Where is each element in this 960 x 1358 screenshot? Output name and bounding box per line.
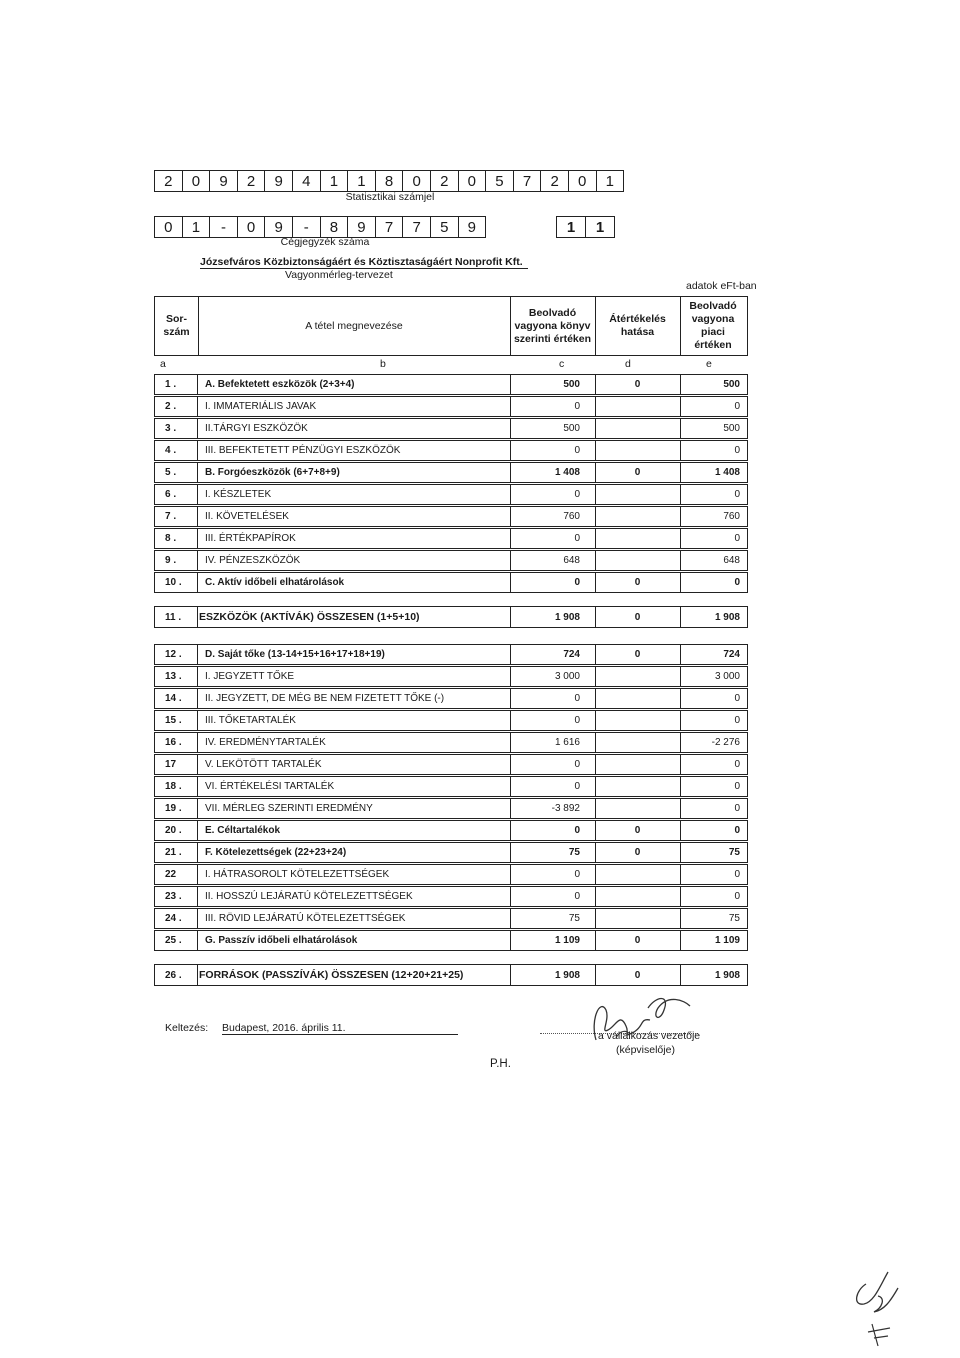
- row-number: 17: [155, 755, 198, 774]
- letter-d: d: [625, 358, 631, 370]
- book-value-cell: 0: [574, 825, 580, 836]
- row-label: IV. PÉNZESZKÖZÖK: [205, 555, 301, 566]
- revaluation-cell: 0: [634, 379, 641, 390]
- table-row: [154, 644, 748, 665]
- row-number: 6 .: [155, 485, 198, 504]
- market-value-cell: 0: [734, 759, 740, 770]
- table-row: [154, 710, 748, 731]
- date-value: Budapest, 2016. április 11.: [222, 1022, 458, 1035]
- statistical-code-digit-box: 8: [376, 170, 404, 192]
- header-serial: Sor- szám: [155, 297, 199, 355]
- book-value-cell: 0: [574, 693, 580, 704]
- registry-digit-box: 9: [459, 216, 487, 238]
- book-value-cell: 760: [563, 511, 580, 522]
- row-number: 13 .: [155, 667, 198, 686]
- statistical-code-digit-box: 0: [183, 170, 211, 192]
- row-number: 2 .: [155, 397, 198, 416]
- book-value-cell: 75: [568, 913, 580, 924]
- market-value-cell: 648: [723, 555, 740, 566]
- market-value-cell: 75: [728, 847, 740, 858]
- statistical-code-boxes: [154, 170, 624, 192]
- book-value-cell: -3 892: [551, 803, 580, 814]
- row-label: C. Aktív időbeli elhatárolások: [205, 577, 345, 588]
- row-label: I. IMMATERIÁLIS JAVAK: [205, 401, 317, 412]
- company-name: Józsefváros Közbiztonságáért és Köztisztaságáért Nonprofit Kft.: [200, 256, 528, 269]
- statistical-code-digit-box: 1: [597, 170, 625, 192]
- statistical-code-digit-box: 9: [210, 170, 238, 192]
- row-label: II.TÁRGYI ESZKÖZÖK: [205, 423, 308, 434]
- table-row: [154, 820, 748, 841]
- row-number: 1 .: [155, 375, 198, 394]
- table-row: [154, 606, 748, 628]
- revaluation-cell: 0: [634, 969, 641, 981]
- letter-c: c: [559, 358, 565, 370]
- revaluation-cell: [595, 529, 680, 548]
- table-row: [154, 798, 748, 819]
- row-number: 16 .: [155, 733, 198, 752]
- row-number: 24 .: [155, 909, 198, 928]
- table-row: [154, 418, 748, 439]
- row-label: IV. EREDMÉNYTARTALÉK: [205, 737, 326, 748]
- company-registry-label: Cégjegyzék száma: [280, 236, 370, 248]
- table-row: [154, 528, 748, 549]
- book-value-cell: 0: [574, 489, 580, 500]
- row-number: 21 .: [155, 843, 198, 862]
- revaluation-cell: 0: [634, 611, 641, 623]
- row-label: VII. MÉRLEG SZERINTI EREDMÉNY: [205, 803, 373, 814]
- table-row: [154, 440, 748, 461]
- revaluation-cell: 0: [634, 649, 641, 660]
- revaluation-cell: [595, 397, 680, 416]
- revaluation-cell: [595, 865, 680, 884]
- registry-digit-box: 5: [431, 216, 459, 238]
- revaluation-cell: [595, 441, 680, 460]
- extra-digit-box: 1: [586, 216, 615, 238]
- market-value-cell: 0: [734, 577, 740, 588]
- book-value-cell: 0: [574, 401, 580, 412]
- extra-code-boxes: [556, 216, 615, 238]
- handwritten-initials: [838, 1262, 918, 1350]
- row-number: 23 .: [155, 887, 198, 906]
- registry-digit-box: 1: [183, 216, 211, 238]
- market-value-cell: 0: [734, 489, 740, 500]
- row-number: 9 .: [155, 551, 198, 570]
- revaluation-cell: 0: [634, 577, 641, 588]
- table-row: [154, 396, 748, 417]
- book-value-cell: 500: [563, 423, 580, 434]
- revaluation-cell: [595, 733, 680, 752]
- table-row: [154, 732, 748, 753]
- unit-note: adatok eFt-ban: [686, 280, 757, 292]
- table-row: [154, 550, 748, 571]
- revaluation-cell: [595, 777, 680, 796]
- stamp-label: P.H.: [490, 1058, 511, 1070]
- date-label: Keltezés:: [165, 1022, 209, 1034]
- row-label: ESZKÖZÖK (AKTÍVÁK) ÖSSZESEN (1+5+10): [199, 611, 420, 623]
- registry-digit-box: 9: [348, 216, 376, 238]
- table-row: [154, 964, 748, 986]
- statistical-code-label: Statisztikai számjel: [345, 191, 435, 203]
- row-label: II. JEGYZETT, DE MÉG BE NEM FIZETETT TŐKE (-): [205, 693, 445, 704]
- book-value-cell: 0: [574, 715, 580, 726]
- row-number: 3 .: [155, 419, 198, 438]
- row-label: D. Saját tőke (13-14+15+16+17+18+19): [205, 649, 385, 660]
- book-value-cell: 0: [574, 759, 580, 770]
- market-value-cell: 3 000: [714, 671, 740, 682]
- book-value-cell: 1 408: [554, 467, 580, 478]
- row-number: 4 .: [155, 441, 198, 460]
- extra-digit-box: 1: [556, 216, 586, 238]
- row-number: 19 .: [155, 799, 198, 818]
- row-number: 15 .: [155, 711, 198, 730]
- book-value-cell: 0: [574, 577, 580, 588]
- statistical-code-digit-box: 2: [238, 170, 266, 192]
- registry-digit-box: 0: [154, 216, 183, 238]
- column-letters: [154, 358, 748, 372]
- table-row: [154, 754, 748, 775]
- market-value-cell: 500: [723, 423, 740, 434]
- registry-digit-box: 9: [265, 216, 293, 238]
- revaluation-cell: [595, 711, 680, 730]
- table-row: [154, 666, 748, 687]
- table-row: [154, 484, 748, 505]
- revaluation-cell: [595, 689, 680, 708]
- row-label: B. Forgóeszközök (6+7+8+9): [205, 467, 340, 478]
- letter-e: e: [706, 358, 712, 370]
- row-number: 11 .: [155, 607, 198, 627]
- row-label: F. Kötelezettségek (22+23+24): [205, 847, 347, 858]
- row-label: A. Befektetett eszközök (2+3+4): [205, 379, 355, 390]
- row-label: I. KÉSZLETEK: [205, 489, 272, 500]
- registry-digit-box: -: [293, 216, 321, 238]
- market-value-cell: 75: [728, 913, 740, 924]
- statistical-code-digit-box: 0: [459, 170, 487, 192]
- market-value-cell: 0: [734, 869, 740, 880]
- market-value-cell: 0: [734, 715, 740, 726]
- row-number: 20 .: [155, 821, 198, 840]
- row-number: 22: [155, 865, 198, 884]
- market-value-cell: 500: [723, 379, 740, 390]
- revaluation-cell: [595, 507, 680, 526]
- market-value-cell: 0: [734, 533, 740, 544]
- revaluation-cell: 0: [634, 825, 641, 836]
- revaluation-cell: [595, 799, 680, 818]
- revaluation-cell: [595, 755, 680, 774]
- row-number: 7 .: [155, 507, 198, 526]
- market-value-cell: 0: [734, 693, 740, 704]
- registry-digit-box: 8: [321, 216, 349, 238]
- revaluation-cell: [595, 551, 680, 570]
- revaluation-cell: 0: [634, 467, 641, 478]
- book-value-cell: 724: [563, 649, 580, 660]
- book-value-cell: 1 616: [554, 737, 580, 748]
- row-number: 14 .: [155, 689, 198, 708]
- statistical-code-digit-box: 1: [348, 170, 376, 192]
- statistical-code-digit-box: 0: [569, 170, 597, 192]
- table-row: [154, 506, 748, 527]
- revaluation-cell: 0: [634, 847, 641, 858]
- row-label: E. Céltartalékok: [205, 825, 281, 836]
- header-revaluation: Átértékelés hatása: [595, 297, 681, 355]
- header-book-value: Beolvadó vagyona könyv szerinti értéken: [510, 297, 596, 355]
- statistical-code-digit-box: 0: [403, 170, 431, 192]
- market-value-cell: 0: [734, 781, 740, 792]
- statistical-code-digit-box: 2: [541, 170, 569, 192]
- row-label: I. HÁTRASOROLT KÖTELEZETTSÉGEK: [205, 869, 390, 880]
- book-value-cell: 500: [563, 379, 580, 390]
- market-value-cell: 1 408: [714, 467, 740, 478]
- book-value-cell: 1 908: [554, 969, 580, 981]
- book-value-cell: 0: [574, 533, 580, 544]
- registry-digit-box: 7: [376, 216, 404, 238]
- book-value-cell: 0: [574, 891, 580, 902]
- table-row: [154, 374, 748, 395]
- book-value-cell: 0: [574, 869, 580, 880]
- market-value-cell: 0: [734, 825, 740, 836]
- statistical-code-digit-box: 5: [486, 170, 514, 192]
- row-label: III. TŐKETARTALÉK: [205, 715, 296, 726]
- table-row: [154, 864, 748, 885]
- table-header: [154, 296, 748, 356]
- market-value-cell: 0: [734, 445, 740, 456]
- statistical-code-digit-box: 7: [514, 170, 542, 192]
- header-item: A tétel megnevezése: [198, 297, 511, 355]
- market-value-cell: 0: [734, 803, 740, 814]
- table-row: [154, 688, 748, 709]
- table-row: [154, 462, 748, 483]
- book-value-cell: 3 000: [554, 671, 580, 682]
- registry-digit-box: 0: [238, 216, 266, 238]
- book-value-cell: 648: [563, 555, 580, 566]
- signatory-line-2: (képviselője): [616, 1044, 675, 1056]
- market-value-cell: 0: [734, 401, 740, 412]
- market-value-cell: 1 908: [714, 611, 740, 623]
- row-label: III. ÉRTÉKPAPÍROK: [205, 533, 296, 544]
- market-value-cell: 0: [734, 891, 740, 902]
- registry-digit-box: 7: [403, 216, 431, 238]
- row-number: 12 .: [155, 645, 198, 664]
- table-row: [154, 886, 748, 907]
- row-number: 5 .: [155, 463, 198, 482]
- row-label: I. JEGYZETT TŐKE: [205, 671, 295, 682]
- table-row: [154, 930, 748, 951]
- letter-b: b: [380, 358, 386, 370]
- row-number: 18 .: [155, 777, 198, 796]
- header-market-value: Beolvadó vagyona piaci értéken: [689, 300, 737, 351]
- table-row: [154, 842, 748, 863]
- market-value-cell: 724: [723, 649, 740, 660]
- table-row: [154, 572, 748, 593]
- statistical-code-digit-box: 4: [293, 170, 321, 192]
- row-label: V. LEKÖTÖTT TARTALÉK: [205, 759, 322, 770]
- market-value-cell: 1 908: [714, 969, 740, 981]
- row-number: 10 .: [155, 573, 198, 592]
- row-label: III. BEFEKTETETT PÉNZÜGYI ESZKÖZÖK: [205, 445, 401, 456]
- book-value-cell: 0: [574, 445, 580, 456]
- book-value-cell: 1 109: [554, 935, 580, 946]
- table-row: [154, 908, 748, 929]
- revaluation-cell: [595, 419, 680, 438]
- row-number: 25 .: [155, 931, 198, 950]
- row-label: II. HOSSZÚ LEJÁRATÚ KÖTELEZETTSÉGEK: [205, 891, 413, 902]
- table-row: [154, 776, 748, 797]
- signatory-line-1: a vállalkozás vezetője: [598, 1030, 701, 1042]
- book-value-cell: 0: [574, 781, 580, 792]
- revaluation-cell: [595, 485, 680, 504]
- market-value-cell: 760: [723, 511, 740, 522]
- market-value-cell: 1 109: [714, 935, 740, 946]
- row-number: 8 .: [155, 529, 198, 548]
- row-label: VI. ÉRTÉKELÉSI TARTALÉK: [205, 781, 335, 792]
- revaluation-cell: [595, 909, 680, 928]
- document-title: Vagyonmérleg-tervezet: [285, 269, 393, 281]
- row-label: II. KÖVETELÉSEK: [205, 511, 289, 522]
- book-value-cell: 1 908: [554, 611, 580, 623]
- signature-image: [560, 990, 720, 1050]
- revaluation-cell: 0: [634, 935, 641, 946]
- revaluation-cell: [595, 887, 680, 906]
- registry-digit-box: -: [210, 216, 238, 238]
- book-value-cell: 75: [568, 847, 580, 858]
- statistical-code-digit-box: 1: [321, 170, 349, 192]
- row-label: G. Passzív időbeli elhatárolások: [205, 935, 358, 946]
- row-number: 26 .: [155, 965, 198, 985]
- company-registry-boxes: [154, 216, 486, 238]
- statistical-code-digit-box: 9: [265, 170, 293, 192]
- market-value-cell: -2 276: [711, 737, 740, 748]
- letter-a: a: [160, 358, 166, 370]
- statistical-code-digit-box: 2: [431, 170, 459, 192]
- statistical-code-digit-box: 2: [154, 170, 183, 192]
- revaluation-cell: [595, 667, 680, 686]
- row-label: FORRÁSOK (PASSZÍVÁK) ÖSSZESEN (12+20+21+25): [199, 969, 464, 981]
- row-label: III. RÖVID LEJÁRATÚ KÖTELEZETTSÉGEK: [205, 913, 406, 924]
